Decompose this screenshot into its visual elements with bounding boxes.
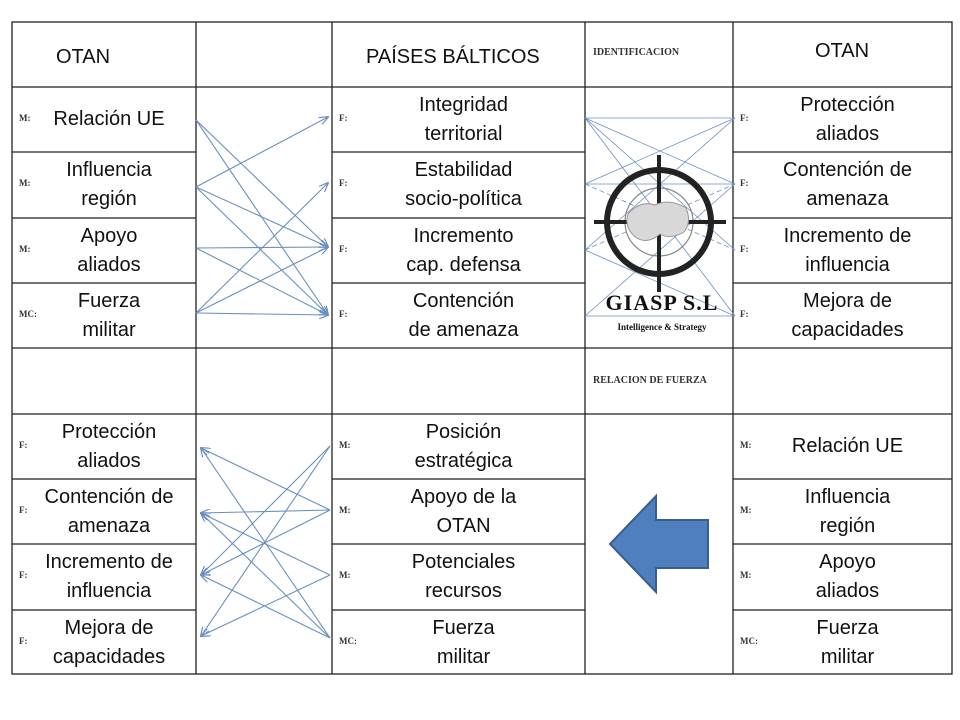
- bottom-col5-cell-3: [747, 548, 948, 606]
- bottom-col3-tag-4: MC:: [339, 636, 357, 646]
- top-col1-cell-3-line-1: Apoyo: [80, 224, 138, 247]
- left-arrow-icon: [610, 496, 708, 592]
- top-col5-cell-3: [747, 222, 948, 280]
- top-col5-cell-2-line-2: amenaza: [806, 187, 889, 210]
- bottom-col5-cell-2: [747, 483, 948, 541]
- top-col5-cell-3-line-2: influencia: [805, 253, 890, 276]
- header-relacion-fuerza: RELACION DE FUERZA: [593, 375, 707, 386]
- top-col3-cell-4: [346, 287, 581, 345]
- top-col5-cell-4-line-1: Mejora de: [803, 289, 892, 312]
- bottom-col3-cell-4-line-2: militar: [436, 645, 491, 668]
- top-col1-cell-2-line-1: Influencia: [66, 158, 152, 181]
- top-col1-cell-2-line-2: región: [81, 187, 137, 210]
- bottom-col3-tag-1: M:: [339, 440, 351, 450]
- bottom-col3-cell-2: [346, 483, 581, 541]
- top-col5-cell-1-line-1: Protección: [800, 93, 895, 116]
- top-col1-cell-1: [26, 105, 192, 134]
- top-col3-tag-3: F:: [339, 244, 348, 254]
- bottom-col1-tag-2: F:: [19, 505, 28, 515]
- top-col5-tag-1: F:: [740, 113, 749, 123]
- header-paises-balticos: PAÍSES BÁLTICOS: [366, 46, 540, 68]
- top-connector-lines: [196, 117, 328, 315]
- bottom-col3-cell-3-line-2: recursos: [425, 579, 502, 602]
- top-col5-tag-3: F:: [740, 244, 749, 254]
- top-col3-cell-4-line-2: de amenaza: [408, 318, 519, 341]
- top-col3-cell-2-line-1: Estabilidad: [414, 158, 513, 181]
- top-col3-cell-3-line-2: cap. defensa: [406, 253, 521, 276]
- top-col5-cell-2: [747, 156, 948, 214]
- bottom-col1-cell-4-line-1: Mejora de: [64, 616, 154, 639]
- bottom-col5-cell-1-line-1: Relación UE: [791, 435, 904, 457]
- bottom-col1-cell-2: [26, 483, 192, 541]
- top-col5-cell-1-line-2: aliados: [815, 122, 880, 145]
- bottom-col1-cell-1-line-2: aliados: [77, 449, 141, 472]
- bottom-col5-cell-2-line-2: región: [819, 514, 876, 537]
- bottom-col3-cell-3-line-1: Potenciales: [411, 550, 516, 573]
- header-otan-left: OTAN: [56, 46, 111, 68]
- bottom-col1-cell-1: [26, 418, 192, 476]
- bottom-col1-cell-3: [26, 548, 192, 606]
- top-col1-tag-1: M:: [19, 113, 31, 123]
- top-col3-cell-1: [346, 91, 581, 149]
- bottom-col3-cell-4-line-1: Fuerza: [432, 616, 495, 639]
- bottom-col5-cell-4-line-2: militar: [820, 645, 875, 668]
- top-col5-cell-3-line-1: Incremento de: [783, 224, 912, 247]
- bottom-col5-cell-1: [747, 432, 948, 461]
- bottom-col3-cell-3: [346, 548, 581, 606]
- top-col5-tag-2: F:: [740, 178, 749, 188]
- bottom-col5-tag-1: M:: [740, 440, 752, 450]
- top-col1-tag-4: MC:: [19, 309, 37, 319]
- bottom-col3-cell-1: [346, 418, 581, 476]
- top-col1-cell-4: [26, 287, 192, 345]
- bottom-col1-cell-4: [26, 614, 192, 672]
- bottom-col5-cell-3-line-1: Apoyo: [819, 550, 876, 573]
- bottom-col5-cell-3-line-2: aliados: [815, 579, 880, 602]
- bottom-col5-cell-2-line-1: Influencia: [804, 485, 891, 508]
- top-col3-cell-1-line-2: territorial: [424, 122, 503, 145]
- top-col1-tag-2: M:: [19, 178, 31, 188]
- top-col5-cell-2-line-1: Contención de: [783, 158, 912, 181]
- top-col5-cell-4: [747, 287, 948, 345]
- top-col3-cell-3: [346, 222, 581, 280]
- bottom-col1-cell-3-line-2: influencia: [66, 579, 152, 602]
- bottom-col3-tag-2: M:: [339, 505, 351, 515]
- top-col1-cell-2: [26, 156, 192, 214]
- top-col3-tag-4: F:: [339, 309, 348, 319]
- bottom-col5-tag-4: MC:: [740, 636, 758, 646]
- bottom-col1-cell-4-line-2: capacidades: [52, 645, 166, 668]
- top-col1-tag-3: M:: [19, 244, 31, 254]
- logo-name: GIASP S.L: [605, 290, 719, 315]
- top-col3-cell-3-line-1: Incremento: [413, 224, 514, 247]
- header-identificacion: IDENTIFICACION: [593, 47, 680, 58]
- bottom-col3-cell-4: [346, 614, 581, 672]
- top-col1-cell-3-line-2: aliados: [77, 253, 141, 276]
- top-col3-cell-4-line-1: Contención: [412, 289, 515, 312]
- bottom-col3-tag-3: M:: [339, 570, 351, 580]
- logo-tagline: Intelligence & Strategy: [617, 322, 707, 332]
- bottom-col1-cell-2-line-2: amenaza: [67, 514, 151, 537]
- top-col1-cell-4-line-2: militar: [82, 318, 136, 341]
- top-col5-cell-1: [747, 91, 948, 149]
- top-col1-cell-3: [26, 222, 192, 280]
- bottom-col5-cell-4-line-1: Fuerza: [816, 616, 879, 639]
- top-col5-cell-4-line-2: capacidades: [791, 318, 904, 341]
- bottom-col1-tag-4: F:: [19, 636, 28, 646]
- bottom-col5-tag-3: M:: [740, 570, 752, 580]
- top-col3-tag-2: F:: [339, 178, 348, 188]
- bottom-col1-cell-1-line-1: Protección: [61, 420, 157, 443]
- crosshair-logo: [594, 155, 726, 292]
- bottom-col5-tag-2: M:: [740, 505, 752, 515]
- top-col3-tag-1: F:: [339, 113, 348, 123]
- bottom-col3-cell-1-line-1: Posición: [425, 420, 502, 443]
- top-col5-tag-4: F:: [740, 309, 749, 319]
- top-col3-cell-2: [346, 156, 581, 214]
- bottom-col1-cell-2-line-1: Contención de: [44, 485, 174, 508]
- bottom-col3-cell-2-line-2: OTAN: [436, 514, 491, 537]
- bottom-col1-tag-3: F:: [19, 570, 28, 580]
- bottom-col1-cell-3-line-1: Incremento de: [45, 550, 173, 573]
- bottom-connector-lines: [201, 446, 330, 638]
- header-otan-right: OTAN: [815, 40, 870, 62]
- bottom-col3-cell-2-line-1: Apoyo de la: [410, 485, 517, 508]
- top-col1-cell-4-line-1: Fuerza: [77, 289, 141, 312]
- top-col3-cell-2-line-2: socio-política: [405, 187, 522, 210]
- top-col1-cell-1-line-1: Relación UE: [53, 108, 165, 130]
- bottom-col1-tag-1: F:: [19, 440, 28, 450]
- bottom-col3-cell-1-line-2: estratégica: [414, 449, 513, 472]
- top-col3-cell-1-line-1: Integridad: [419, 93, 508, 116]
- bottom-col5-cell-4: [747, 614, 948, 672]
